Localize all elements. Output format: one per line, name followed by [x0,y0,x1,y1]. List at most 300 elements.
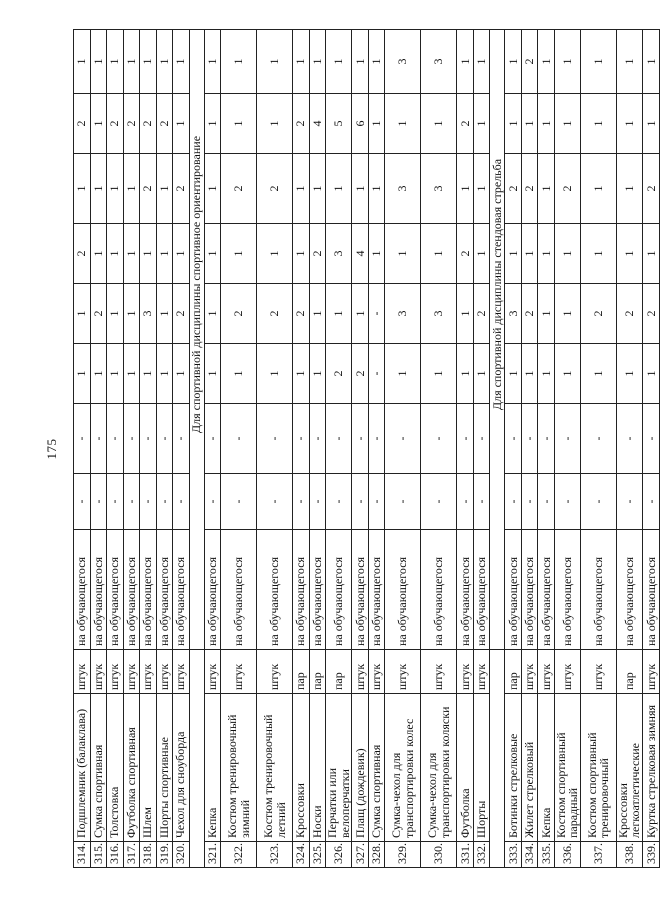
quantity-cell: - [385,474,421,530]
quantity-cell: 2 [580,284,616,344]
quantity-cell: 1 [352,154,369,224]
quantity-cell: 1 [521,94,538,154]
quantity-cell: 2 [140,94,157,154]
quantity-cell: 1 [538,224,555,284]
quantity-cell: 1 [538,344,555,404]
quantity-cell: 1 [156,224,173,284]
table-row [554,30,580,868]
quantity-cell: - [473,474,490,530]
quantity-cell: 1 [221,224,257,284]
quantity-cell: 1 [173,344,190,404]
quantity-cell: - [309,404,326,474]
table-row [421,30,457,868]
quantity-cell: 1 [538,94,555,154]
quantity-cell: 1 [643,30,660,94]
calculation-unit: на обучающегося [326,530,352,650]
quantity-cell: 1 [156,154,173,224]
row-number: 325. [309,842,326,868]
table-row [457,30,474,868]
quantity-cell: - [352,404,369,474]
quantity-cell: - [643,404,660,474]
table-row [204,30,221,868]
page-number: 175 [44,438,59,460]
quantity-cell: 1 [74,284,91,344]
quantity-cell: 1 [580,154,616,224]
item-name: Ботинки стрелковые [505,694,522,842]
table-row [368,30,385,868]
quantity-cell: 1 [140,30,157,94]
quantity-cell: - [326,474,352,530]
quantity-cell: 1 [309,284,326,344]
calculation-unit: на обучающегося [385,530,421,650]
quantity-cell: 1 [457,30,474,94]
calculation-unit: на обучающегося [616,530,642,650]
item-name: Футболка [457,694,474,842]
quantity-cell: 1 [204,154,221,224]
row-number: 318. [140,842,157,868]
quantity-cell: 2 [643,284,660,344]
quantity-cell: 1 [140,224,157,284]
quantity-cell: 1 [521,224,538,284]
section-header-row [490,30,505,868]
item-name: Костюм тренировочный зимний [221,694,257,842]
quantity-cell: 1 [538,284,555,344]
quantity-cell: 1 [616,154,642,224]
calculation-unit: на обучающегося [74,530,91,650]
quantity-cell: 1 [368,224,385,284]
calculation-unit: на обучающегося [352,530,369,650]
quantity-cell: 2 [457,224,474,284]
quantity-cell: - [326,404,352,474]
quantity-cell: 2 [326,344,352,404]
quantity-cell: 2 [90,284,107,344]
calculation-unit: на обучающегося [221,530,257,650]
quantity-cell: 1 [257,224,293,284]
quantity-cell: - [221,404,257,474]
unit: штук [221,650,257,694]
quantity-cell: 1 [156,344,173,404]
unit: пар [309,650,326,694]
quantity-cell: 1 [385,94,421,154]
unit: штук [368,650,385,694]
quantity-cell: 1 [554,344,580,404]
quantity-cell: 1 [107,30,124,94]
quantity-cell: - [538,404,555,474]
quantity-cell: - [521,404,538,474]
quantity-cell: 1 [140,344,157,404]
quantity-cell: 2 [221,284,257,344]
table-row [173,30,190,868]
quantity-cell: 1 [643,224,660,284]
row-number: 327. [352,842,369,868]
row-number: 320. [173,842,190,868]
quantity-cell: 1 [107,284,124,344]
quantity-cell: 1 [221,94,257,154]
quantity-cell: 1 [107,154,124,224]
quantity-cell: 2 [74,224,91,284]
quantity-cell: 1 [123,154,140,224]
calculation-unit: на обучающегося [90,530,107,650]
quantity-cell: 2 [352,344,369,404]
unit: пар [616,650,642,694]
unit: штук [457,650,474,694]
quantity-cell: - [140,404,157,474]
quantity-cell: - [221,474,257,530]
unit: штук [554,650,580,694]
quantity-cell: - [521,474,538,530]
table-row [309,30,326,868]
row-number: 330. [421,842,457,868]
quantity-cell: 1 [156,284,173,344]
quantity-cell: - [643,474,660,530]
table-row [505,30,522,868]
unit: штук [90,650,107,694]
quantity-cell: 2 [521,154,538,224]
row-number: 335. [538,842,555,868]
quantity-cell: 1 [257,30,293,94]
quantity-cell: 1 [293,30,310,94]
quantity-cell: 5 [326,94,352,154]
table-row [123,30,140,868]
quantity-cell: 2 [309,224,326,284]
quantity-cell: 1 [457,284,474,344]
quantity-cell: - [554,404,580,474]
section-spacer-cell [189,650,204,868]
quantity-cell: - [421,474,457,530]
quantity-cell: - [123,474,140,530]
table-row [107,30,124,868]
quantity-cell: - [421,404,457,474]
quantity-cell: - [309,474,326,530]
quantity-cell: 1 [309,154,326,224]
calculation-unit: на обучающегося [473,530,490,650]
calculation-unit: на обучающегося [173,530,190,650]
quantity-cell: 1 [554,30,580,94]
quantity-cell: - [616,404,642,474]
unit: штук [352,650,369,694]
row-number: 331. [457,842,474,868]
quantity-cell: - [90,474,107,530]
quantity-cell: 1 [505,224,522,284]
unit: штук [107,650,124,694]
table-row [140,30,157,868]
calculation-unit: на обучающегося [309,530,326,650]
quantity-cell: - [352,474,369,530]
quantity-cell: 1 [554,94,580,154]
item-name: Шорты спортивные [156,694,173,842]
quantity-cell: - [538,474,555,530]
quantity-cell: - [385,404,421,474]
row-number: 326. [326,842,352,868]
quantity-cell: 1 [309,30,326,94]
quantity-cell: 1 [123,344,140,404]
quantity-cell: 3 [326,224,352,284]
quantity-cell: 3 [140,284,157,344]
calculation-unit: на обучающегося [140,530,157,650]
section-header-row [189,30,204,868]
item-name: Сумка спортивная [90,694,107,842]
calculation-unit: на обучающегося [107,530,124,650]
quantity-cell: 2 [473,284,490,344]
unit: штук [580,650,616,694]
quantity-cell: 1 [173,94,190,154]
table-row [616,30,642,868]
quantity-cell: 1 [457,154,474,224]
quantity-cell: - [368,404,385,474]
calculation-unit: на обучающегося [293,530,310,650]
quantity-cell: 1 [580,344,616,404]
quantity-cell: 2 [293,284,310,344]
unit: пар [326,650,352,694]
item-name: Футболка спортивная [123,694,140,842]
quantity-cell: 1 [421,94,457,154]
row-number: 322. [221,842,257,868]
quantity-cell: 2 [140,154,157,224]
quantity-cell: 1 [123,284,140,344]
calculation-unit: на обучающегося [368,530,385,650]
calculation-unit: на обучающегося [538,530,555,650]
unit: штук [421,650,457,694]
quantity-cell: 1 [473,224,490,284]
row-number: 334. [521,842,538,868]
quantity-cell: - [107,404,124,474]
rotated-page-content [73,30,658,868]
quantity-cell: 4 [352,224,369,284]
quantity-cell: 1 [221,30,257,94]
quantity-cell: 1 [221,344,257,404]
row-number: 314. [74,842,91,868]
calculation-unit: на обучающегося [123,530,140,650]
quantity-cell: 1 [616,30,642,94]
row-number: 329. [385,842,421,868]
item-name: Сумка-чехол для транспортировки колес [385,694,421,842]
calculation-unit: на обучающегося [204,530,221,650]
calculation-unit: на обучающегося [505,530,522,650]
quantity-cell: - [140,474,157,530]
quantity-cell: 1 [90,30,107,94]
equipment-table [73,29,660,868]
table-row [326,30,352,868]
quantity-cell: - [616,474,642,530]
quantity-cell: 1 [123,30,140,94]
unit: штук [156,650,173,694]
table-row [293,30,310,868]
row-number: 339. [643,842,660,868]
quantity-cell: 1 [74,344,91,404]
table-row [521,30,538,868]
quantity-cell: 1 [473,30,490,94]
quantity-cell: 1 [204,224,221,284]
quantity-cell: 1 [580,94,616,154]
table-row [538,30,555,868]
quantity-cell: 1 [293,154,310,224]
quantity-cell: 2 [554,154,580,224]
quantity-cell: - [457,474,474,530]
section-title-text: Для спортивной дисциплины стендовая стрельба [489,158,504,411]
quantity-cell: 3 [421,154,457,224]
unit: штук [643,650,660,694]
item-name: Кепка [538,694,555,842]
unit: штук [521,650,538,694]
quantity-cell: 1 [368,30,385,94]
table-row [257,30,293,868]
quantity-cell: 1 [505,94,522,154]
quantity-cell: 1 [173,224,190,284]
quantity-cell: - [293,474,310,530]
quantity-cell: 2 [521,30,538,94]
quantity-cell: 2 [505,154,522,224]
row-number: 316. [107,842,124,868]
quantity-cell: 2 [257,284,293,344]
quantity-cell: 1 [368,94,385,154]
quantity-cell: 2 [643,154,660,224]
quantity-cell: 1 [521,344,538,404]
quantity-cell: - [123,404,140,474]
quantity-cell: 2 [173,284,190,344]
section-spacer-cell [490,650,505,868]
unit: штук [173,650,190,694]
quantity-cell: - [473,404,490,474]
quantity-cell: 1 [385,344,421,404]
quantity-cell: - [173,404,190,474]
item-name: Костюм спортивный парадный [554,694,580,842]
quantity-cell: 1 [473,94,490,154]
quantity-cell: 1 [123,224,140,284]
calculation-unit: на обучающегося [421,530,457,650]
unit: штук [385,650,421,694]
quantity-cell: - [505,474,522,530]
unit: пар [293,650,310,694]
calculation-unit: на обучающегося [457,530,474,650]
calculation-unit: на обучающегося [156,530,173,650]
row-number: 333. [505,842,522,868]
calculation-unit: на обучающегося [521,530,538,650]
quantity-cell: 3 [385,30,421,94]
quantity-cell: 2 [457,94,474,154]
item-name: Куртка стрелковая зимняя [643,694,660,842]
quantity-cell: 1 [90,224,107,284]
row-number: 319. [156,842,173,868]
quantity-cell: 3 [385,154,421,224]
item-name: Костюм тренировочный летний [257,694,293,842]
quantity-cell: 2 [293,94,310,154]
row-number: 336. [554,842,580,868]
unit: штук [204,650,221,694]
quantity-cell: 1 [554,284,580,344]
quantity-cell: 1 [352,284,369,344]
item-name: Шлем [140,694,157,842]
row-number: 317. [123,842,140,868]
quantity-cell: 1 [90,154,107,224]
quantity-cell: 1 [505,344,522,404]
item-name: Сумка-чехол для транспортировки коляски [421,694,457,842]
quantity-cell: - [457,404,474,474]
quantity-cell: 2 [221,154,257,224]
quantity-cell: 6 [352,94,369,154]
quantity-cell: 1 [580,224,616,284]
quantity-cell: - [90,404,107,474]
calculation-unit: на обучающегося [554,530,580,650]
quantity-cell: 1 [173,30,190,94]
quantity-cell: 2 [521,284,538,344]
quantity-cell: 2 [173,154,190,224]
section-title-text: Для спортивной дисциплины спортивное ориентирование [189,135,204,434]
table-row [580,30,616,868]
quantity-cell: 2 [616,284,642,344]
row-number: 332. [473,842,490,868]
item-name: Перчатки или велоперчатки [326,694,352,842]
row-number: 315. [90,842,107,868]
calculation-unit: на обучающегося [580,530,616,650]
quantity-cell: 1 [538,30,555,94]
quantity-cell: 2 [156,94,173,154]
quantity-cell: 1 [352,30,369,94]
quantity-cell: - [257,474,293,530]
section-title [189,30,204,650]
quantity-cell: - [554,474,580,530]
quantity-cell: - [107,474,124,530]
unit: штук [74,650,91,694]
row-number: 323. [257,842,293,868]
quantity-cell: 1 [473,154,490,224]
quantity-cell: 1 [643,94,660,154]
quantity-cell: 1 [156,30,173,94]
quantity-cell: 1 [326,284,352,344]
quantity-cell: 1 [473,344,490,404]
quantity-cell: 2 [123,94,140,154]
quantity-cell: 1 [74,154,91,224]
quantity-cell: - [156,404,173,474]
quantity-cell: 1 [421,224,457,284]
quantity-cell: 2 [107,94,124,154]
unit: штук [538,650,555,694]
quantity-cell: 1 [293,224,310,284]
item-name: Кроссовки [293,694,310,842]
item-name: Сумка спортивная [368,694,385,842]
quantity-cell: - [293,404,310,474]
unit: пар [505,650,522,694]
quantity-cell: 1 [457,344,474,404]
quantity-cell: 1 [257,94,293,154]
item-name: Плащ (дождевик) [352,694,369,842]
quantity-cell: - [204,474,221,530]
unit: штук [473,650,490,694]
table-row [90,30,107,868]
row-number: 324. [293,842,310,868]
quantity-cell: 1 [107,224,124,284]
item-name: Носки [309,694,326,842]
quantity-cell: 1 [554,224,580,284]
quantity-cell: 2 [74,94,91,154]
quantity-cell: 1 [580,30,616,94]
row-number: 328. [368,842,385,868]
quantity-cell: - [368,344,385,404]
quantity-cell: 1 [505,30,522,94]
quantity-cell: - [156,474,173,530]
row-number: 337. [580,842,616,868]
row-number: 321. [204,842,221,868]
item-name: Костюм спортивный тренировочный [580,694,616,842]
quantity-cell: - [74,404,91,474]
table-row [352,30,369,868]
quantity-cell: - [204,404,221,474]
item-name: Кепка [204,694,221,842]
quantity-cell: 1 [421,344,457,404]
quantity-cell: 3 [421,30,457,94]
quantity-cell: 1 [90,344,107,404]
quantity-cell: - [257,404,293,474]
quantity-cell: - [580,474,616,530]
